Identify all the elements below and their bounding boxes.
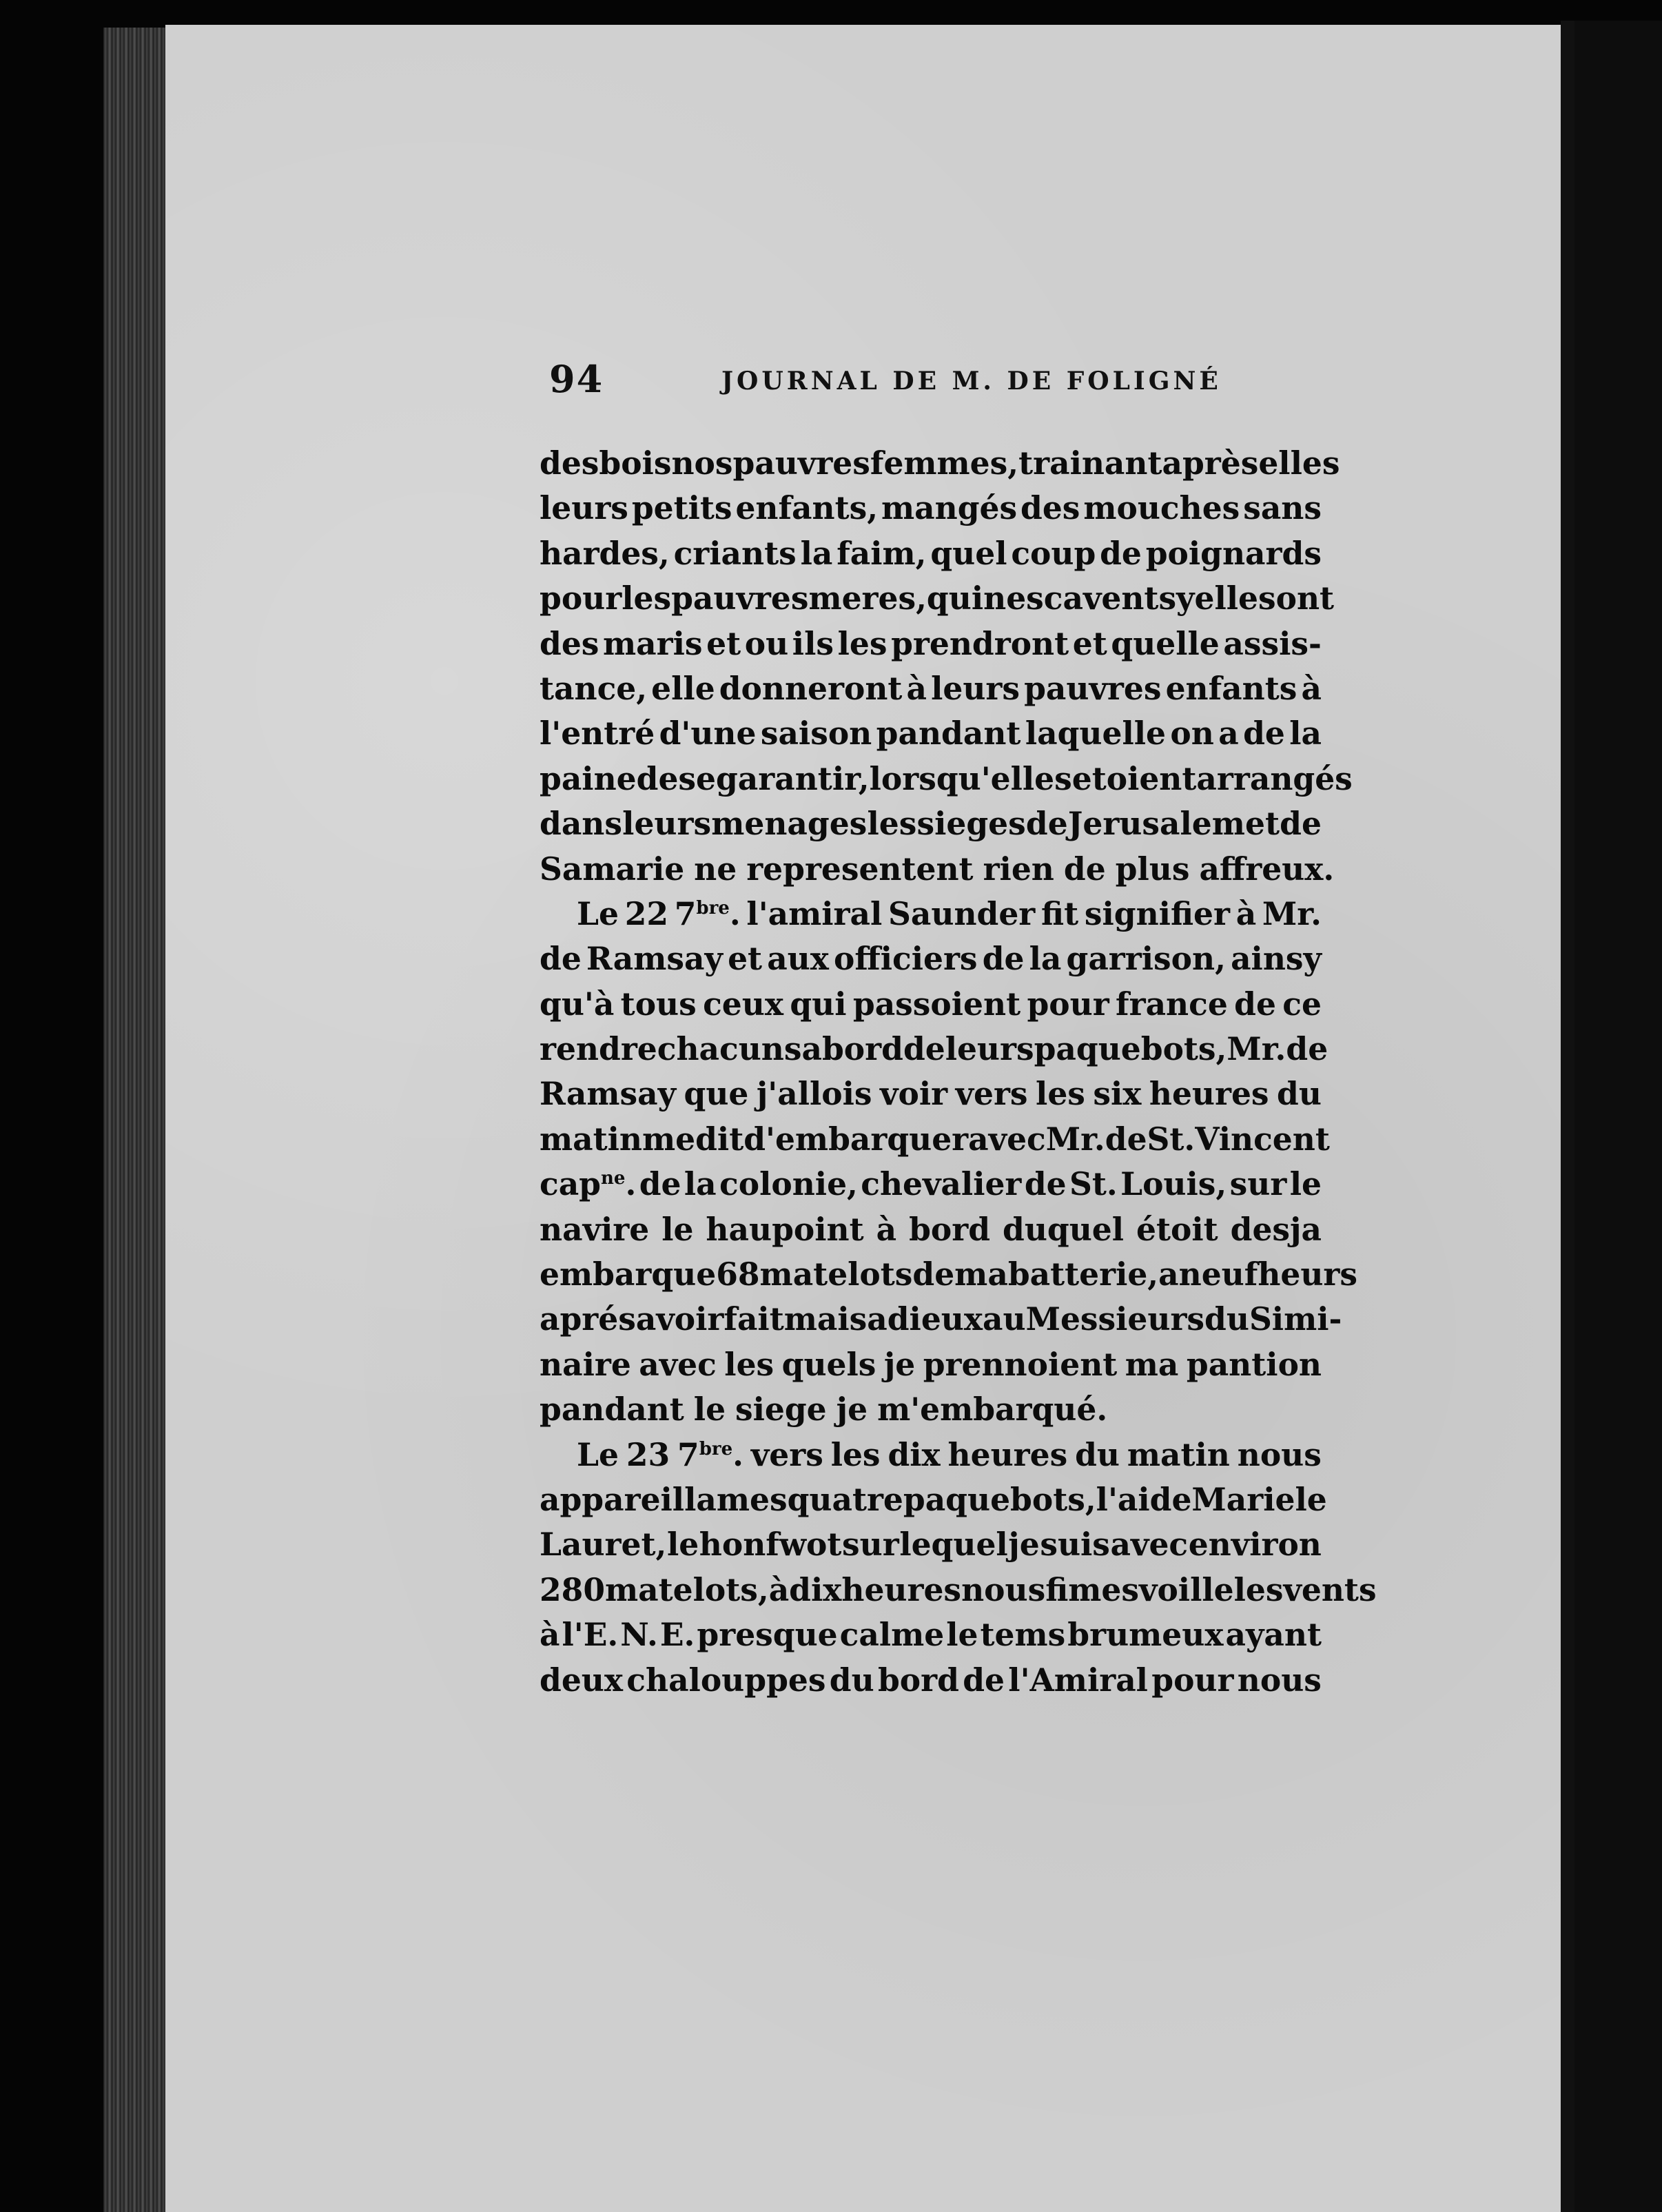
word: voir (880, 1075, 948, 1113)
text-line (540, 486, 1322, 531)
word: à (768, 1570, 790, 1608)
word: qui (790, 985, 847, 1023)
word: laquelle (1025, 715, 1166, 752)
text-line (540, 1297, 1342, 1342)
text-line (540, 936, 1322, 981)
word: quatre (787, 1480, 903, 1518)
word: 23 (626, 1435, 670, 1473)
word: presque (697, 1616, 838, 1654)
word: N. (620, 1616, 658, 1654)
word: des (540, 444, 599, 482)
text-line (540, 441, 1340, 486)
word: bois (599, 444, 672, 482)
word: la (1029, 940, 1062, 978)
word: Ramsay (540, 1075, 677, 1113)
text-line (540, 847, 1335, 892)
word: à (1301, 669, 1322, 707)
word: prendront (891, 624, 1069, 662)
word: Marie (1191, 1480, 1295, 1518)
word: 7 (677, 1435, 699, 1473)
word: etoient (1071, 759, 1197, 797)
word: naire (540, 1345, 631, 1383)
word: a (1158, 1256, 1179, 1293)
word: vers (955, 1075, 1028, 1113)
word: chacuns (657, 1030, 802, 1068)
word: St. (1069, 1165, 1118, 1203)
text-line (540, 1387, 1322, 1432)
word: mangés (881, 489, 1018, 527)
text-line (540, 1433, 1322, 1477)
word: ont (1275, 580, 1335, 617)
word: duquel (1003, 1210, 1125, 1248)
word: Le (577, 1435, 619, 1473)
word: l'aide (1096, 1480, 1192, 1518)
word: je (883, 1345, 916, 1383)
word: representent (746, 850, 974, 888)
word: vents (1283, 1570, 1377, 1608)
word: Samarie (540, 850, 685, 888)
word: leurs (540, 489, 628, 527)
word: rien (983, 850, 1054, 888)
word: criants (673, 534, 797, 572)
word: après (1162, 444, 1259, 482)
word: a (801, 1030, 822, 1068)
text-line (540, 1207, 1322, 1252)
word: coup (1011, 534, 1096, 572)
word: aprés (540, 1300, 636, 1338)
word: 7 (674, 894, 697, 932)
word: paquebots, (903, 1480, 1096, 1518)
word: france (1116, 985, 1228, 1023)
word: chevalier (861, 1165, 1022, 1203)
word: l'Amiral (1008, 1661, 1148, 1699)
word: pandant (540, 1391, 684, 1428)
word: de (963, 1661, 1005, 1699)
word: avec (1110, 1526, 1189, 1564)
word: petits (631, 489, 732, 527)
date-abbrev (677, 1433, 743, 1477)
word: des (1020, 489, 1080, 527)
word: tance, (540, 669, 648, 707)
word: matelots, (604, 1570, 769, 1608)
text-line (540, 1477, 1327, 1522)
text-line (540, 576, 1335, 621)
word: cap (540, 1165, 602, 1203)
word: j'allois (756, 1075, 872, 1113)
word: dix (888, 1435, 941, 1473)
word: ne (694, 850, 737, 888)
word: Simi- (1249, 1300, 1342, 1338)
word: . (625, 1165, 637, 1203)
text-line (540, 531, 1322, 576)
word: les (622, 580, 672, 617)
word: le (1289, 1165, 1322, 1203)
word: qui (926, 580, 984, 617)
text-line (540, 1522, 1322, 1567)
word: pour (1027, 985, 1109, 1023)
word: . (729, 894, 741, 932)
word: de (1234, 985, 1276, 1023)
word: leurs (945, 1030, 1034, 1068)
word: assis- (1223, 624, 1322, 662)
word: sur (842, 1526, 899, 1564)
word: appareillames (540, 1480, 788, 1518)
word: elles (1258, 444, 1340, 482)
word: que (684, 1075, 749, 1113)
word: paine (540, 759, 637, 797)
word: menages (711, 805, 868, 843)
word: Lauret, (540, 1526, 667, 1564)
word: desja (1230, 1210, 1322, 1248)
word: de (1063, 850, 1106, 888)
word: nous (1237, 1435, 1322, 1473)
word: d'une (659, 715, 757, 752)
page-header (549, 357, 1238, 412)
word: le (946, 1616, 978, 1654)
word: les (1233, 1570, 1284, 1608)
text-line (540, 1612, 1322, 1657)
word: de (1105, 1120, 1147, 1158)
word: donneront (719, 669, 903, 707)
word: 22 (624, 894, 669, 932)
word: du (1204, 1300, 1249, 1338)
word: nous (1237, 1661, 1322, 1699)
word: Le (577, 894, 619, 932)
word: siege (735, 1391, 827, 1428)
word: au (983, 1300, 1026, 1338)
word: Mr. (1262, 894, 1322, 932)
word: et (728, 940, 763, 978)
word: avec (639, 1345, 717, 1383)
word: chalouppes (626, 1661, 826, 1699)
word: adieux (867, 1300, 983, 1338)
word: de (982, 940, 1025, 978)
word: E. (659, 1616, 695, 1654)
word: aux (767, 940, 829, 978)
word: avoir (635, 1300, 724, 1338)
text-line (540, 1252, 1358, 1297)
word: Mr. (1045, 1120, 1105, 1158)
text-line (540, 1658, 1322, 1703)
word: de (636, 759, 679, 797)
superscript: bre (696, 897, 730, 919)
word: neuf (1178, 1256, 1258, 1293)
facing-page-edge (1574, 21, 1662, 2212)
word: le (693, 1391, 726, 1428)
word: et (706, 624, 741, 662)
word: à (540, 1616, 560, 1654)
word: sans (1243, 489, 1322, 527)
word: heures (947, 1435, 1068, 1473)
text-line (540, 1162, 1322, 1207)
word: navire (540, 1210, 650, 1248)
word: pauvres (732, 444, 870, 482)
word: on (1170, 715, 1214, 752)
word: vers (750, 1435, 823, 1473)
word: les (724, 1345, 774, 1383)
text-line (540, 757, 1353, 801)
word: sieges (916, 805, 1026, 843)
word: de (1024, 1165, 1067, 1203)
word: de (1025, 805, 1068, 843)
word: poignards (1145, 534, 1322, 572)
superscript: ne (601, 1168, 626, 1189)
word: nous (961, 1570, 1046, 1608)
word: la (800, 534, 833, 572)
word: rendre (540, 1030, 657, 1068)
text-line (540, 1342, 1322, 1387)
word: passoient (852, 985, 1021, 1023)
word: pandant (876, 715, 1021, 752)
word: pour (1151, 1661, 1234, 1699)
word: se (678, 759, 716, 797)
word: colonie, (719, 1165, 858, 1203)
word: l'entré (540, 715, 655, 752)
word: a (1218, 715, 1239, 752)
word: Messieurs (1025, 1300, 1205, 1338)
word: du (829, 1661, 874, 1699)
word: mouches (1083, 489, 1240, 527)
word: faim, (837, 534, 927, 572)
text-line (540, 1117, 1330, 1162)
word: six (1093, 1075, 1142, 1113)
word: quels (781, 1345, 876, 1383)
word: la (684, 1165, 717, 1203)
word: environ (1188, 1526, 1322, 1564)
word: calme (839, 1616, 945, 1654)
word: et (1072, 624, 1107, 662)
word: de (1280, 805, 1322, 843)
word: pauvres (671, 580, 809, 617)
word: enfants, (735, 489, 879, 527)
word: fit (1041, 894, 1079, 932)
word: l'E. (562, 1616, 619, 1654)
word: deux (540, 1661, 623, 1699)
word: Jerusalem (1067, 805, 1245, 843)
word: brumeux (1067, 1616, 1224, 1654)
word: bord (821, 1030, 903, 1068)
word: du (1277, 1075, 1322, 1113)
word: suis (1040, 1526, 1110, 1564)
word: heures (1149, 1075, 1269, 1113)
word: de (1243, 715, 1285, 752)
word: à (1235, 894, 1257, 932)
word: la (1289, 715, 1322, 752)
word: pour (540, 580, 622, 617)
word: quel (930, 534, 1007, 572)
word: les (837, 624, 888, 662)
word: lequel (899, 1526, 1008, 1564)
word: voille (1139, 1570, 1234, 1608)
rank-abbrev (540, 1162, 636, 1207)
word: ce (1282, 985, 1322, 1023)
word: ils (792, 624, 834, 662)
word: elle (651, 669, 715, 707)
text-line (540, 1568, 1377, 1612)
word: le (1295, 1480, 1327, 1518)
page-number: 94 (549, 357, 604, 401)
word: pauvres (1024, 669, 1162, 707)
word: enfants (1165, 669, 1297, 707)
word: saison (760, 715, 872, 752)
word: étoit (1136, 1210, 1218, 1248)
word: leurs (931, 669, 1020, 707)
word: plus (1115, 850, 1190, 888)
word: lorsqu'elles (869, 759, 1072, 797)
word: tems (980, 1616, 1066, 1654)
word: des (540, 624, 599, 662)
word: garantir, (715, 759, 870, 797)
word: je (836, 1391, 868, 1428)
word: matelots (759, 1256, 913, 1293)
word: ma (954, 1256, 1008, 1293)
word: bord (877, 1661, 959, 1699)
word: maris (603, 624, 703, 662)
word: trainant (1018, 444, 1162, 482)
word: quelle (1111, 624, 1220, 662)
word: ma (1125, 1345, 1179, 1383)
word: me (642, 1120, 696, 1158)
word: dix (789, 1570, 842, 1608)
word: officiers (834, 940, 978, 978)
word: avec (968, 1120, 1046, 1158)
word: meres, (808, 580, 927, 617)
word: 280 (540, 1570, 605, 1608)
word: de (903, 1030, 945, 1068)
word: prennoient (923, 1345, 1118, 1383)
word: ou (744, 624, 789, 662)
word: honfwot (699, 1526, 842, 1564)
word: de (540, 940, 582, 978)
word: batterie, (1007, 1256, 1159, 1293)
word: mais (783, 1300, 868, 1338)
word: Vincent (1195, 1120, 1330, 1158)
word: bord (909, 1210, 991, 1248)
word: sy (1158, 580, 1195, 617)
word: dans (540, 805, 622, 843)
text-line (540, 622, 1322, 666)
text-line (540, 666, 1322, 711)
word: de (1286, 1030, 1328, 1068)
word: ainsy (1231, 940, 1322, 978)
word: paquebots, (1034, 1030, 1227, 1068)
word: matin (1127, 1435, 1230, 1473)
text-line (540, 801, 1322, 846)
word: heures (841, 1570, 962, 1608)
text-line (540, 982, 1322, 1027)
word: femmes, (870, 444, 1019, 482)
word: garrison, (1066, 940, 1226, 978)
word: Saunder (888, 894, 1036, 932)
word: le (661, 1210, 694, 1248)
word: heurs (1258, 1256, 1358, 1293)
word: les (867, 805, 917, 843)
word: Louis, (1120, 1165, 1227, 1203)
word: l'amiral (746, 894, 883, 932)
word: ayant (1225, 1616, 1322, 1654)
page-edges (103, 28, 172, 2212)
word: leurs (622, 805, 712, 843)
word: de (639, 1165, 681, 1203)
date-abbrev (675, 892, 741, 936)
word: 68 (716, 1256, 760, 1293)
word: qu'à (540, 985, 615, 1023)
word: nos (671, 444, 733, 482)
word: je (1008, 1526, 1040, 1564)
body-text (540, 441, 1377, 1703)
text-line (540, 892, 1322, 936)
word: matin (540, 1120, 643, 1158)
gutter-shadow (1561, 21, 1574, 2212)
word: m'embarqué. (877, 1391, 1108, 1428)
word: et (1245, 805, 1280, 843)
word: de (1100, 534, 1142, 572)
word: les (830, 1435, 881, 1473)
word: du (1075, 1435, 1120, 1473)
word: embarque (540, 1256, 717, 1293)
text-line (540, 1027, 1328, 1072)
text-line (540, 1072, 1322, 1116)
word: dit (695, 1120, 744, 1158)
word: à (906, 669, 927, 707)
superscript: bre (699, 1438, 733, 1460)
word: haupoint (706, 1210, 864, 1248)
word: affreux. (1199, 850, 1335, 888)
word: sur (1229, 1165, 1287, 1203)
text-line (540, 711, 1322, 756)
word: scavent (1026, 580, 1159, 617)
word: signifier (1084, 894, 1230, 932)
running-head: JOURNAL DE M. DE FOLIGNÉ (721, 367, 1222, 396)
word: ceux (703, 985, 783, 1023)
word: hardes, (540, 534, 670, 572)
word: fait (724, 1300, 784, 1338)
word: ne (983, 580, 1027, 617)
word: Mr. (1227, 1030, 1286, 1068)
word: elles (1194, 580, 1276, 617)
word: fimes (1045, 1570, 1139, 1608)
word: Ramsay (586, 940, 723, 978)
word: le (666, 1526, 699, 1564)
word: arrangés (1196, 759, 1353, 797)
word: . (732, 1435, 743, 1473)
word: St. (1147, 1120, 1196, 1158)
word: pantion (1186, 1345, 1322, 1383)
word: à (876, 1210, 897, 1248)
word: tous (620, 985, 697, 1023)
word: les (1036, 1075, 1085, 1113)
word: d'embarquer (743, 1120, 969, 1158)
word: de (912, 1256, 955, 1293)
